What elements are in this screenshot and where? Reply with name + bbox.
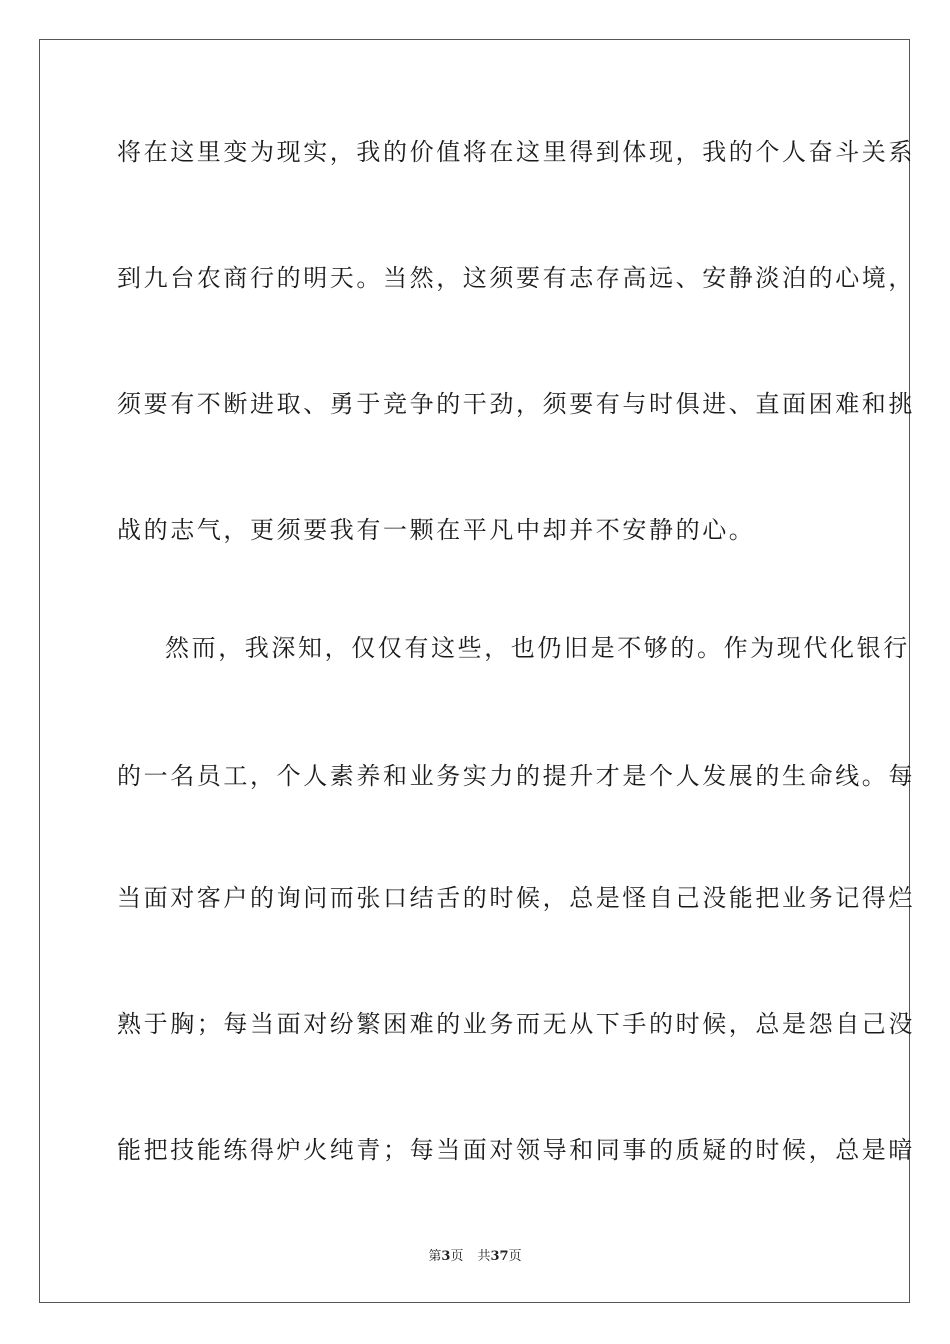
body-text-line: 将在这里变为现实，我的价值将在这里得到体现，我的个人奋斗关系: [117, 138, 915, 166]
body-text-line: 熟于胸；每当面对纷繁困难的业务而无从下手的时候，总是怨自己没: [117, 1010, 915, 1038]
total-pages: 37: [490, 1249, 509, 1264]
page-number: 3: [441, 1249, 451, 1264]
page-border: [39, 39, 915, 1303]
body-text-line: 战的志气，更须要我有一颗在平凡中却并不安静的心。: [117, 516, 756, 544]
paragraph-first-line: 然而，我深知，仅仅有这些，也仍旧是不够的。作为现代化银行: [165, 634, 910, 662]
total-pages-prefix: 共: [477, 1249, 491, 1264]
total-pages-suffix: 页: [508, 1249, 522, 1264]
page-footer: [0, 1248, 950, 1266]
body-text-line: 的一名员工，个人素养和业务实力的提升才是个人发展的生命线。每: [117, 762, 915, 790]
page-number-suffix: 页: [450, 1249, 464, 1264]
body-text-line: 能把技能练得炉火纯青；每当面对领导和同事的质疑的时候，总是暗: [117, 1136, 915, 1164]
page-number-prefix: 第: [428, 1249, 442, 1264]
body-text-line: 当面对客户的询问而张口结舌的时候，总是怪自己没能把业务记得烂: [117, 884, 915, 912]
body-text-line: 须要有不断进取、勇于竞争的干劲，须要有与时俱进、直面困难和挑: [117, 390, 915, 418]
body-text-line: 到九台农商行的明天。当然，这须要有志存高远、安静淡泊的心境，: [117, 264, 915, 292]
